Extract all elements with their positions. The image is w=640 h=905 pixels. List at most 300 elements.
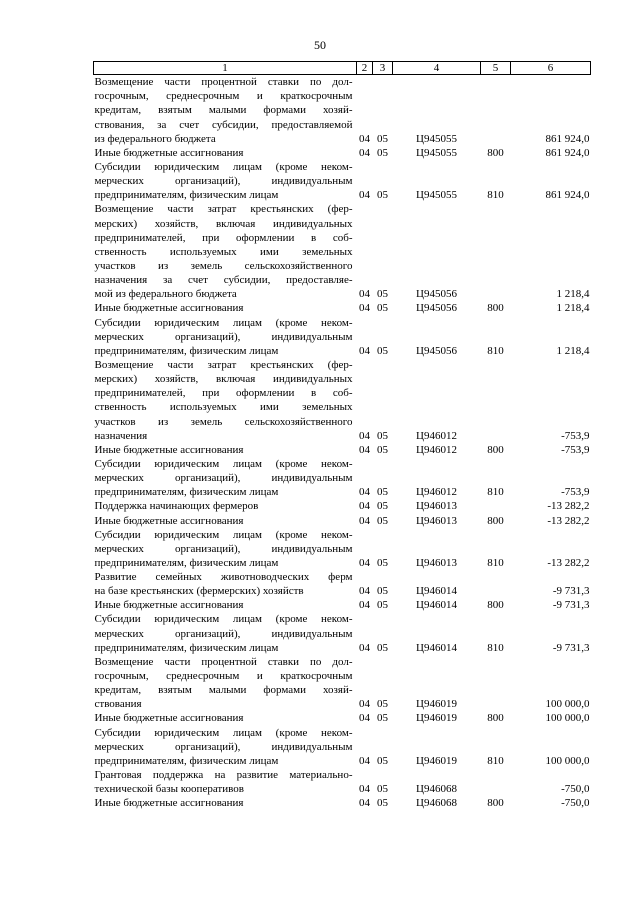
section-code [357, 542, 373, 556]
amount [511, 75, 591, 90]
table-row [94, 245, 591, 259]
target-article-code: Ц946014 [416, 641, 457, 654]
section-code [357, 315, 373, 329]
target-article-code: Ц945055 [416, 132, 457, 145]
section-code [357, 626, 373, 640]
subsection-code [373, 655, 393, 669]
target-article-code [393, 386, 481, 400]
amount [511, 202, 591, 216]
amount [511, 669, 591, 683]
section-code [357, 358, 373, 372]
page-number: 50 [314, 38, 326, 52]
section-code: 04 [359, 443, 370, 456]
target-article-code: Ц946012 [416, 429, 457, 442]
amount [511, 725, 591, 739]
item-description-line: Иные бюджетные ассигнования [94, 599, 244, 612]
amount [511, 103, 591, 117]
subsection-code [373, 330, 393, 344]
table-row [94, 598, 591, 612]
subsection-code [373, 683, 393, 697]
expense-type-code [481, 160, 511, 174]
item-description-line: Иные бюджетные ассигнования [94, 443, 244, 456]
target-article-code: Ц946019 [416, 698, 457, 711]
item-description-line: Субсидии юридическим лицам (кроме неком- [94, 457, 353, 470]
item-description-line: Иные бюджетные ассигнования [94, 797, 244, 810]
target-article-code [393, 358, 481, 372]
table-row [94, 683, 591, 697]
subsection-code: 05 [377, 585, 388, 598]
amount [511, 570, 591, 584]
amount [511, 612, 591, 626]
table-row [94, 754, 591, 768]
table-row [94, 117, 591, 131]
section-code [357, 528, 373, 542]
target-article-code [393, 542, 481, 556]
item-description-line: Грантовая поддержка на развитие материально- [94, 769, 353, 782]
target-article-code [393, 202, 481, 216]
expense-type-code: 800 [487, 146, 504, 159]
section-code: 04 [359, 514, 370, 527]
table-row [94, 768, 591, 782]
item-description-line: предпринимателей, при оформлении в соб- [94, 231, 353, 244]
column-header-6: 6 [511, 62, 591, 75]
table-row [94, 584, 591, 598]
section-code: 04 [359, 712, 370, 725]
column-header-5: 5 [481, 62, 511, 75]
expense-type-code [481, 259, 511, 273]
target-article-code: Ц946013 [416, 514, 457, 527]
item-description-line: предпринимателям, физическим лицам [94, 556, 279, 569]
subsection-code: 05 [377, 783, 388, 796]
item-description-line: из федерального бюджета [94, 132, 216, 145]
section-code [357, 414, 373, 428]
subsection-code: 05 [377, 712, 388, 725]
subsection-code [373, 245, 393, 259]
section-code [357, 725, 373, 739]
expense-type-code [481, 386, 511, 400]
expense-type-code: 810 [487, 754, 504, 767]
target-article-code [393, 89, 481, 103]
table-row [94, 89, 591, 103]
item-description-line: мерческих организаций), индивидуальным [94, 740, 353, 753]
expense-type-code [481, 315, 511, 329]
section-code: 04 [359, 189, 370, 202]
expense-type-code [481, 414, 511, 428]
amount [511, 259, 591, 273]
target-article-code [393, 103, 481, 117]
subsection-code [373, 75, 393, 90]
target-article-code [393, 174, 481, 188]
table-row [94, 202, 591, 216]
section-code [357, 768, 373, 782]
subsection-code: 05 [377, 599, 388, 612]
header-row [94, 62, 591, 75]
expense-type-code [481, 669, 511, 683]
target-article-code: Ц945056 [416, 288, 457, 301]
amount: -13 282,2 [547, 556, 590, 569]
target-article-code [393, 273, 481, 287]
table-row [94, 612, 591, 626]
item-description-line: технической базы кооперативов [94, 783, 244, 796]
subsection-code [373, 174, 393, 188]
target-article-code [393, 160, 481, 174]
subsection-code [373, 414, 393, 428]
item-description-line: ственность используемых ими земельных [94, 245, 353, 258]
item-description-line: Возмещение части процентной ставки по дол- [94, 76, 353, 89]
subsection-code [373, 103, 393, 117]
section-code: 04 [359, 344, 370, 357]
section-code: 04 [359, 500, 370, 513]
section-code [357, 386, 373, 400]
amount [511, 655, 591, 669]
target-article-code [393, 612, 481, 626]
table-row [94, 485, 591, 499]
amount [511, 358, 591, 372]
amount [511, 216, 591, 230]
expense-type-code [481, 782, 511, 796]
section-code [357, 89, 373, 103]
table-row [94, 414, 591, 428]
subsection-code: 05 [377, 486, 388, 499]
amount [511, 740, 591, 754]
table-row [94, 499, 591, 513]
item-description-line: Иные бюджетные ассигнования [94, 146, 244, 159]
target-article-code: Ц945056 [416, 302, 457, 315]
amount [511, 372, 591, 386]
item-description-line: Субсидии юридическим лицам (кроме неком- [94, 160, 353, 173]
item-description-line: на базе крестьянских (фермерских) хозяйств [94, 585, 304, 598]
item-description-line: мерческих организаций), индивидуальным [94, 175, 353, 188]
subsection-code: 05 [377, 302, 388, 315]
expense-type-code [481, 330, 511, 344]
subsection-code: 05 [377, 641, 388, 654]
subsection-code: 05 [377, 443, 388, 456]
expense-type-code [481, 216, 511, 230]
item-description-line: предпринимателей, при оформлении в соб- [94, 387, 353, 400]
item-description-line: Возмещение части затрат крестьянских (фер- [94, 203, 353, 216]
amount [511, 528, 591, 542]
table-row [94, 132, 591, 146]
target-article-code: Ц946068 [416, 783, 457, 796]
item-description-line: кредитам, взятым малыми формами хозяй- [94, 684, 353, 697]
table-row [94, 273, 591, 287]
subsection-code [373, 315, 393, 329]
expense-type-code [481, 287, 511, 301]
amount: 861 924,0 [545, 132, 590, 145]
subsection-code: 05 [377, 429, 388, 442]
expense-type-code [481, 273, 511, 287]
subsection-code: 05 [377, 500, 388, 513]
target-article-code: Ц946014 [416, 599, 457, 612]
table-row [94, 75, 591, 90]
amount: 1 218,4 [556, 344, 590, 357]
expense-type-code [481, 429, 511, 443]
amount: -13 282,2 [547, 514, 590, 527]
table-row [94, 386, 591, 400]
subsection-code [373, 117, 393, 131]
target-article-code [393, 245, 481, 259]
subsection-code [373, 358, 393, 372]
amount: -9 731,3 [552, 641, 590, 654]
subsection-code [373, 259, 393, 273]
target-article-code [393, 414, 481, 428]
item-description-line: ствования [94, 698, 142, 711]
target-article-code: Ц946013 [416, 500, 457, 513]
subsection-code [373, 626, 393, 640]
section-code: 04 [359, 556, 370, 569]
section-code: 04 [359, 132, 370, 145]
target-article-code [393, 315, 481, 329]
column-header-4: 4 [393, 62, 481, 75]
target-article-code: Ц946012 [416, 486, 457, 499]
table-row [94, 330, 591, 344]
column-header-2: 2 [357, 62, 373, 75]
expense-type-code [481, 75, 511, 90]
item-description-line: предпринимателям, физическим лицам [94, 754, 279, 767]
table-row [94, 641, 591, 655]
item-description-line: Субсидии юридическим лицам (кроме неком- [94, 528, 353, 541]
expense-type-code: 810 [487, 344, 504, 357]
section-code [357, 683, 373, 697]
item-description-line: Возмещение части затрат крестьянских (фер- [94, 358, 353, 371]
target-article-code [393, 457, 481, 471]
section-code [357, 245, 373, 259]
item-description-line: назначения за счет субсидии, предоставляе- [94, 274, 353, 287]
table-row [94, 400, 591, 414]
target-article-code [393, 626, 481, 640]
expense-type-code [481, 725, 511, 739]
target-article-code [393, 231, 481, 245]
item-description-line: предпринимателям, физическим лицам [94, 189, 279, 202]
column-header-3: 3 [373, 62, 393, 75]
item-description-line: мерческих организаций), индивидуальным [94, 330, 353, 343]
expense-type-code: 800 [487, 514, 504, 527]
table-row [94, 782, 591, 796]
table-row [94, 160, 591, 174]
table-row [94, 259, 591, 273]
amount: -753,9 [561, 443, 590, 456]
subsection-code: 05 [377, 556, 388, 569]
table-row [94, 556, 591, 570]
table-row [94, 372, 591, 386]
table-row [94, 471, 591, 485]
expense-type-code: 800 [487, 712, 504, 725]
item-description-line: госрочным, среднесрочным и краткосрочным [94, 670, 353, 683]
section-code [357, 117, 373, 131]
item-description-line: участков из земель сельскохозяйственного [94, 259, 353, 272]
table-row [94, 725, 591, 739]
target-article-code [393, 216, 481, 230]
target-article-code [393, 528, 481, 542]
section-code: 04 [359, 797, 370, 810]
section-code [357, 330, 373, 344]
subsection-code [373, 457, 393, 471]
amount [511, 542, 591, 556]
budget-table [93, 61, 591, 810]
target-article-code: Ц946014 [416, 585, 457, 598]
expense-type-code: 810 [487, 641, 504, 654]
table-row [94, 796, 591, 810]
item-description-line: Субсидии юридическим лицам (кроме неком- [94, 726, 353, 739]
amount [511, 626, 591, 640]
table-body [94, 75, 591, 811]
amount [511, 683, 591, 697]
table-row [94, 429, 591, 443]
amount: 861 924,0 [545, 189, 590, 202]
target-article-code: Ц945055 [416, 189, 457, 202]
section-code [357, 103, 373, 117]
expense-type-code [481, 358, 511, 372]
expense-type-code [481, 528, 511, 542]
subsection-code: 05 [377, 344, 388, 357]
amount [511, 231, 591, 245]
target-article-code [393, 372, 481, 386]
section-code: 04 [359, 754, 370, 767]
section-code [357, 471, 373, 485]
section-code: 04 [359, 698, 370, 711]
amount [511, 471, 591, 485]
target-article-code: Ц946068 [416, 797, 457, 810]
expense-type-code: 810 [487, 189, 504, 202]
expense-type-code [481, 542, 511, 556]
section-code: 04 [359, 783, 370, 796]
subsection-code [373, 725, 393, 739]
section-code [357, 273, 373, 287]
table-row [94, 231, 591, 245]
target-article-code [393, 669, 481, 683]
subsection-code [373, 768, 393, 782]
item-description-line: предпринимателям, физическим лицам [94, 344, 279, 357]
item-description-line: Иные бюджетные ассигнования [94, 302, 244, 315]
expense-type-code: 810 [487, 556, 504, 569]
expense-type-code [481, 655, 511, 669]
amount [511, 245, 591, 259]
expense-type-code [481, 683, 511, 697]
item-description-line: участков из земель сельскохозяйственного [94, 415, 353, 428]
amount [511, 330, 591, 344]
expense-type-code: 800 [487, 302, 504, 315]
section-code [357, 740, 373, 754]
expense-type-code [481, 174, 511, 188]
section-code: 04 [359, 585, 370, 598]
subsection-code [373, 471, 393, 485]
subsection-code [373, 669, 393, 683]
section-code: 04 [359, 302, 370, 315]
item-description-line: ственность используемых ими земельных [94, 401, 353, 414]
amount: 1 218,4 [556, 302, 590, 315]
expense-type-code [481, 89, 511, 103]
subsection-code [373, 231, 393, 245]
target-article-code [393, 400, 481, 414]
item-description-line: Субсидии юридическим лицам (кроме неком- [94, 316, 353, 329]
expense-type-code [481, 103, 511, 117]
item-description-line: мой из федерального бюджета [94, 288, 237, 301]
expense-type-code [481, 231, 511, 245]
item-description-line: мерческих организаций), индивидуальным [94, 542, 353, 555]
target-article-code [393, 725, 481, 739]
section-code [357, 216, 373, 230]
amount: -750,0 [561, 783, 590, 796]
amount [511, 315, 591, 329]
amount: -750,0 [561, 797, 590, 810]
target-article-code [393, 768, 481, 782]
section-code [357, 202, 373, 216]
item-description-line: ствования, за счет субсидии, предоставляемой [94, 118, 353, 131]
target-article-code [393, 117, 481, 131]
item-description-line: назначения [94, 429, 148, 442]
section-code: 04 [359, 288, 370, 301]
expense-type-code [481, 202, 511, 216]
subsection-code [373, 612, 393, 626]
subsection-code [373, 570, 393, 584]
table-row [94, 301, 591, 315]
expense-type-code: 810 [487, 486, 504, 499]
amount: -753,9 [561, 429, 590, 442]
expense-type-code [481, 697, 511, 711]
target-article-code [393, 471, 481, 485]
expense-type-code [481, 740, 511, 754]
table-row [94, 711, 591, 725]
target-article-code [393, 330, 481, 344]
amount [511, 768, 591, 782]
section-code [357, 457, 373, 471]
target-article-code [393, 740, 481, 754]
target-article-code [393, 259, 481, 273]
subsection-code: 05 [377, 754, 388, 767]
section-code [357, 400, 373, 414]
table-header [94, 62, 591, 75]
amount: 861 924,0 [545, 146, 590, 159]
subsection-code [373, 400, 393, 414]
expense-type-code: 800 [487, 797, 504, 810]
subsection-code: 05 [377, 698, 388, 711]
item-description-line: Иные бюджетные ассигнования [94, 712, 244, 725]
item-description-line: мерческих организаций), индивидуальным [94, 627, 353, 640]
expense-type-code [481, 372, 511, 386]
subsection-code [373, 273, 393, 287]
target-article-code: Ц946019 [416, 754, 457, 767]
subsection-code [373, 740, 393, 754]
table-row [94, 740, 591, 754]
target-article-code [393, 570, 481, 584]
section-code: 04 [359, 599, 370, 612]
amount: -9 731,3 [552, 599, 590, 612]
amount [511, 117, 591, 131]
table-row [94, 669, 591, 683]
section-code [357, 174, 373, 188]
section-code: 04 [359, 429, 370, 442]
table-row [94, 626, 591, 640]
item-description-line: Иные бюджетные ассигнования [94, 514, 244, 527]
section-code [357, 669, 373, 683]
expense-type-code: 800 [487, 599, 504, 612]
item-description-line: предпринимателям, физическим лицам [94, 486, 279, 499]
expense-type-code [481, 768, 511, 782]
subsection-code: 05 [377, 514, 388, 527]
item-description-line: Возмещение части процентной ставки по дол- [94, 655, 353, 668]
expense-type-code [481, 471, 511, 485]
target-article-code [393, 655, 481, 669]
item-description-line: Развитие семейных животноводческих ферм [94, 571, 353, 584]
expense-type-code [481, 626, 511, 640]
amount [511, 386, 591, 400]
amount: -9 731,3 [552, 585, 590, 598]
section-code [357, 612, 373, 626]
expense-type-code [481, 612, 511, 626]
expense-type-code [481, 132, 511, 146]
item-description-line: предпринимателям, физическим лицам [94, 641, 279, 654]
amount [511, 457, 591, 471]
